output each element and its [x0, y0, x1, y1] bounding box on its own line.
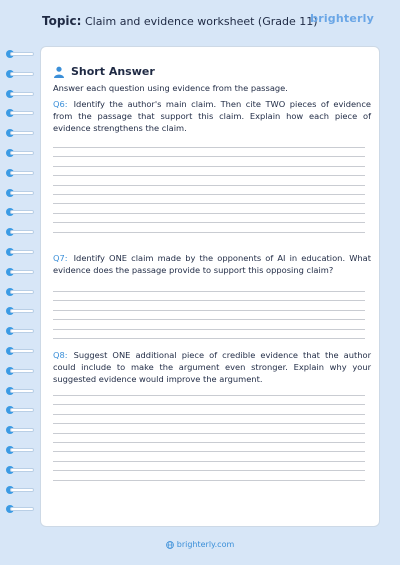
question-q8 [53, 349, 371, 385]
answer-line [53, 480, 365, 481]
topic-text: Claim and evidence worksheet (Grade 11) [84, 15, 318, 28]
binder-ring [6, 387, 32, 395]
answer-line [53, 310, 365, 311]
answer-line [53, 451, 365, 452]
binder-ring [6, 208, 32, 216]
footer [0, 540, 400, 549]
binder-ring [6, 327, 32, 335]
answer-line [53, 175, 365, 176]
binder-ring [6, 70, 32, 78]
answer-line [53, 442, 365, 443]
binder-ring [6, 169, 32, 177]
instruction-text: Answer each question using evidence from the passage. [53, 83, 288, 93]
page-topic [42, 14, 318, 28]
binder-ring [6, 90, 32, 98]
answer-lines-q7[interactable] [53, 291, 365, 340]
answer-line [53, 461, 365, 462]
answer-line [53, 147, 365, 148]
binder-ring [6, 446, 32, 454]
person-icon [53, 66, 65, 78]
binder-ring [6, 406, 32, 414]
binder-ring [6, 288, 32, 296]
answer-line [53, 194, 365, 195]
question-text: Identify the author's main claim. Then cite TWO pieces of evidence from the passage that support this claim. Explain how each piece of evidence strengthens the claim. [53, 99, 371, 133]
binder-ring [6, 466, 32, 474]
binder-ring [6, 307, 32, 315]
answer-line [53, 433, 365, 434]
answer-line [53, 319, 365, 320]
answer-line [53, 300, 365, 301]
question-q7 [53, 252, 371, 276]
binder-ring [6, 228, 32, 236]
binder-ring [6, 149, 32, 157]
answer-line [53, 404, 365, 405]
binder-ring [6, 347, 32, 355]
answer-line [53, 222, 365, 223]
answer-line [53, 203, 365, 204]
notebook-rings [0, 50, 40, 530]
answer-line [53, 156, 365, 157]
answer-line [53, 414, 365, 415]
answer-line [53, 338, 365, 339]
answer-line [53, 213, 365, 214]
question-number: Q8: [53, 350, 68, 360]
binder-ring [6, 486, 32, 494]
answer-line [53, 423, 365, 424]
question-text: Suggest ONE additional piece of credible evidence that the author could include to make the argument even stronger. Explain why your suggested evidence would improve the argument. [53, 350, 371, 384]
question-text: Identify ONE claim made by the opponents of AI in education. What evidence does the passage provide to support this opposing claim? [53, 253, 371, 275]
binder-ring [6, 189, 32, 197]
question-number: Q6: [53, 99, 68, 109]
topic-label: Topic: [42, 14, 82, 28]
answer-line [53, 166, 365, 167]
answer-line [53, 185, 365, 186]
footer-url[interactable]: brighterly.com [176, 540, 235, 549]
binder-ring [6, 109, 32, 117]
section-title [53, 65, 155, 78]
binder-ring [6, 367, 32, 375]
brighterly-logo: brighterly [310, 12, 374, 25]
answer-line [53, 470, 365, 471]
binder-ring [6, 426, 32, 434]
binder-ring [6, 129, 32, 137]
question-number: Q7: [53, 253, 68, 263]
answer-line [53, 232, 365, 233]
binder-ring [6, 268, 32, 276]
question-q6 [53, 98, 371, 134]
answer-line [53, 329, 365, 330]
worksheet-card [40, 46, 380, 527]
binder-ring [6, 248, 32, 256]
binder-ring [6, 505, 32, 513]
answer-lines-q6[interactable] [53, 147, 365, 234]
section-title-text: Short Answer [71, 65, 155, 78]
answer-lines-q8[interactable] [53, 395, 365, 482]
answer-line [53, 291, 365, 292]
globe-icon [166, 541, 174, 549]
answer-line [53, 395, 365, 396]
binder-ring [6, 50, 32, 58]
